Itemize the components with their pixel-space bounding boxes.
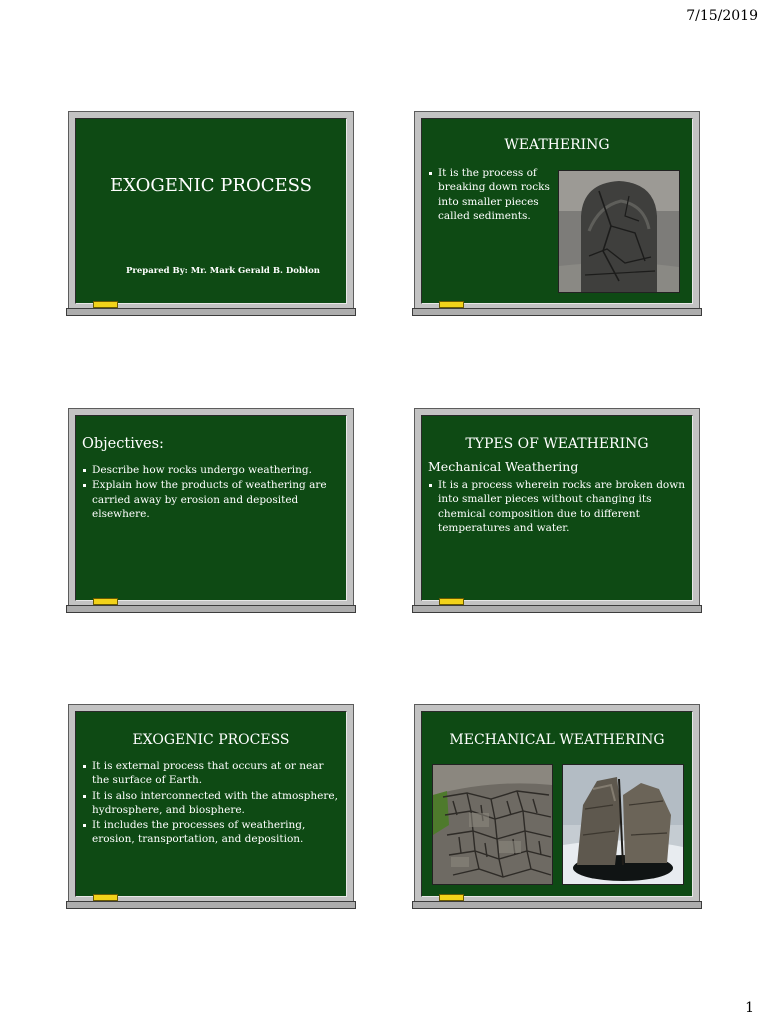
bullet-list bbox=[428, 478, 690, 536]
bullet-item: Describe how rocks undergo weathering. bbox=[82, 463, 340, 477]
chalk-piece-icon bbox=[93, 894, 118, 901]
chalkboard-frame bbox=[68, 408, 354, 608]
bullet-list bbox=[82, 463, 340, 522]
bullet-item: Explain how the products of weathering are carried away by erosion and deposited elsewhere. bbox=[82, 478, 340, 521]
chalk-ledge bbox=[66, 901, 356, 909]
chalkboard-frame bbox=[68, 704, 354, 904]
slide-3-objectives[interactable] bbox=[68, 408, 354, 616]
bullet-item: It is a process wherein rocks are broken down into smaller pieces without changing its chemical composition due to different temperatures and water. bbox=[428, 478, 690, 535]
chalkboard-surface bbox=[421, 415, 693, 601]
chalkboard-surface bbox=[75, 711, 347, 897]
prepared-by-text: Prepared By: Mr. Mark Gerald B. Doblon bbox=[126, 266, 320, 276]
chalkboard-frame bbox=[414, 704, 700, 904]
chalk-ledge bbox=[66, 308, 356, 316]
handout-date: 7/15/2019 bbox=[686, 8, 758, 24]
chalkboard-surface bbox=[75, 118, 347, 304]
chalkboard-surface bbox=[421, 711, 693, 897]
chalk-ledge bbox=[412, 901, 702, 909]
slide-title: WEATHERING bbox=[504, 137, 610, 153]
bullet-item: It is also interconnected with the atmosphere, hydrosphere, and biosphere. bbox=[82, 789, 344, 818]
bullet-list bbox=[82, 759, 344, 848]
bullet-item: It is external process that occurs at or near the surface of Earth. bbox=[82, 759, 344, 788]
page-number: 1 bbox=[745, 1000, 754, 1016]
chalk-piece-icon bbox=[439, 301, 464, 308]
chalk-ledge bbox=[412, 605, 702, 613]
slide-4-types-of-weathering[interactable] bbox=[414, 408, 700, 616]
chalkboard-frame bbox=[414, 408, 700, 608]
bullet-list bbox=[428, 166, 552, 224]
bullet-item: It is the process of breaking down rocks into smaller pieces called sediments. bbox=[428, 166, 552, 223]
slide-6-mechanical-weathering[interactable] bbox=[414, 704, 700, 912]
slide-title: Objectives: bbox=[82, 436, 164, 452]
split-boulder-photo bbox=[562, 764, 684, 885]
fractured-rock-surface-photo bbox=[432, 764, 553, 885]
slide-1-exogenic-process-title[interactable] bbox=[68, 111, 354, 319]
slide-title: EXOGENIC PROCESS bbox=[132, 732, 290, 748]
cracked-rock-photo bbox=[558, 170, 680, 293]
chalkboard-frame bbox=[68, 111, 354, 311]
slide-title: TYPES OF WEATHERING bbox=[465, 436, 649, 452]
chalk-ledge bbox=[66, 605, 356, 613]
slide-title: MECHANICAL WEATHERING bbox=[449, 732, 665, 748]
slide-2-weathering[interactable] bbox=[414, 111, 700, 319]
chalk-ledge bbox=[412, 308, 702, 316]
chalkboard-surface bbox=[421, 118, 693, 304]
slide-subtitle: Mechanical Weathering bbox=[428, 459, 579, 474]
chalkboard-frame bbox=[414, 111, 700, 311]
bullet-item: It includes the processes of weathering, erosion, transportation, and deposition. bbox=[82, 818, 344, 847]
slide-5-exogenic-process[interactable] bbox=[68, 704, 354, 912]
chalk-piece-icon bbox=[93, 301, 118, 308]
chalkboard-surface bbox=[75, 415, 347, 601]
chalk-piece-icon bbox=[439, 598, 464, 605]
slide-title: EXOGENIC PROCESS bbox=[110, 175, 312, 196]
chalk-piece-icon bbox=[439, 894, 464, 901]
chalk-piece-icon bbox=[93, 598, 118, 605]
